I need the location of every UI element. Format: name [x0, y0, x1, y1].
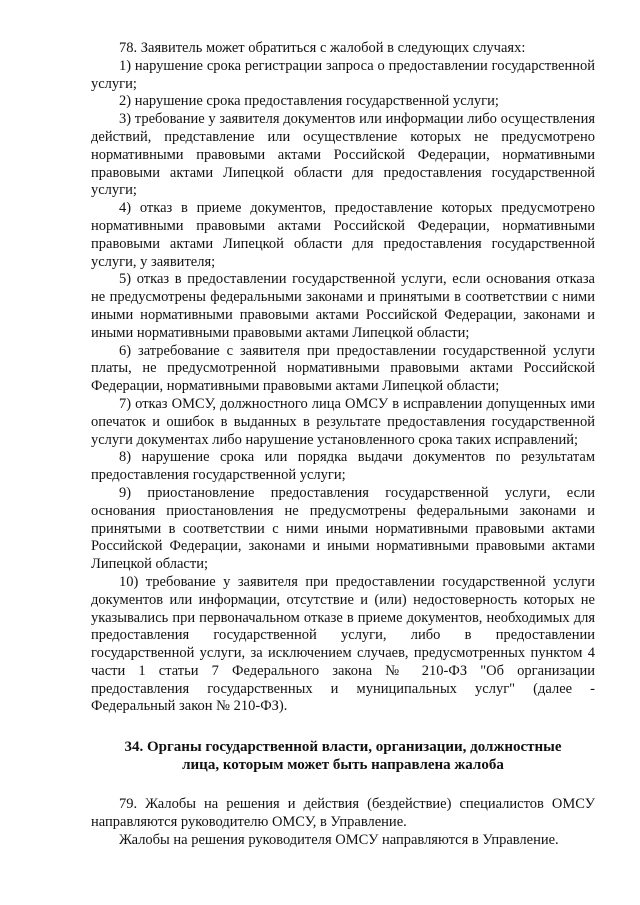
case-item-1: 1) нарушение срока регистрации запроса о предоставлении государственной услуги; — [91, 57, 595, 92]
case-item-8: 8) нарушение срока или порядка выдачи документов по результатам предоставления государственной услуги; — [91, 449, 595, 484]
case-item-5: 5) отказ в предоставлении государственной услуги, если основания отказа не предусмотрены федеральными законами и принятыми в соответствии с ними иными нормативными правовыми актами Российской Федерации, законами и иными нормативными правовыми актами Липецкой области; — [91, 271, 595, 341]
case-item-7: 7) отказ ОМСУ, должностного лица ОМСУ в исправлении допущенных ими опечаток и ошибок в выданных в результате предоставления государственной услуги документах либо нарушение установленного срока таких исправлений; — [91, 395, 595, 448]
section-heading-line-2: лица, которым может быть направлена жалоба — [182, 757, 504, 774]
section-heading-line-1: 34. Органы государственной власти, организации, должностные — [124, 739, 562, 756]
paragraph-78-intro: 78. Заявитель может обратиться с жалобой в следующих случаях: — [119, 40, 526, 56]
case-item-3: 3) требование у заявителя документов или информации либо осуществления действий, представление или осуществление которых не предусмотрено нормативными правовыми актами Российской Федерации, нормативными правовыми актами Липецкой области для предоставления государственной услуги; — [91, 111, 595, 199]
paragraph-79: 79. Жалобы на решения и действия (бездействие) специалистов ОМСУ направляются руководителю ОМСУ, в Управление. — [91, 796, 595, 831]
document-body — [91, 40, 595, 850]
section-34-heading — [91, 738, 595, 774]
paragraph-79-continuation: Жалобы на решения руководителя ОМСУ направляются в Управление. — [119, 831, 559, 848]
case-item-4: 4) отказ в приеме документов, предоставление которых предусмотрено нормативными правовыми актами Российской Федерации, нормативными правовыми актами Липецкой области для предоставления государственной услуги, у заявителя; — [91, 200, 595, 270]
case-item-2: 2) нарушение срока предоставления государственной услуги; — [119, 93, 499, 110]
case-item-10: 10) требование у заявителя при предоставлении государственной услуги документов или информации, отсутствие и (или) недостоверность которых не указывались при первоначальном отказе в приеме документов, необходимых для предоставления государственной услуги, либо в предоставлении государственной услуги, за исключением случаев, предусмотренных пунктом 4 части 1 статьи 7 Федерального закона № 210-ФЗ "Об организации предоставления государственных и муниципальных услуг" (далее - Федеральный закон № 210-ФЗ). — [91, 573, 595, 715]
case-item-9: 9) приостановление предоставления государственной услуги, если основания приостановления не предусмотрены федеральными законами и принятыми в соответствии с ними иными нормативными правовыми актами Российской Федерации, законами и иными нормативными правовыми актами Липецкой области; — [91, 484, 595, 573]
case-item-6: 6) затребование с заявителя при предоставлении государственной услуги платы, не предусмотренной нормативными правовыми актами Российской Федерации, нормативными правовыми актами Липецкой области; — [91, 342, 595, 395]
